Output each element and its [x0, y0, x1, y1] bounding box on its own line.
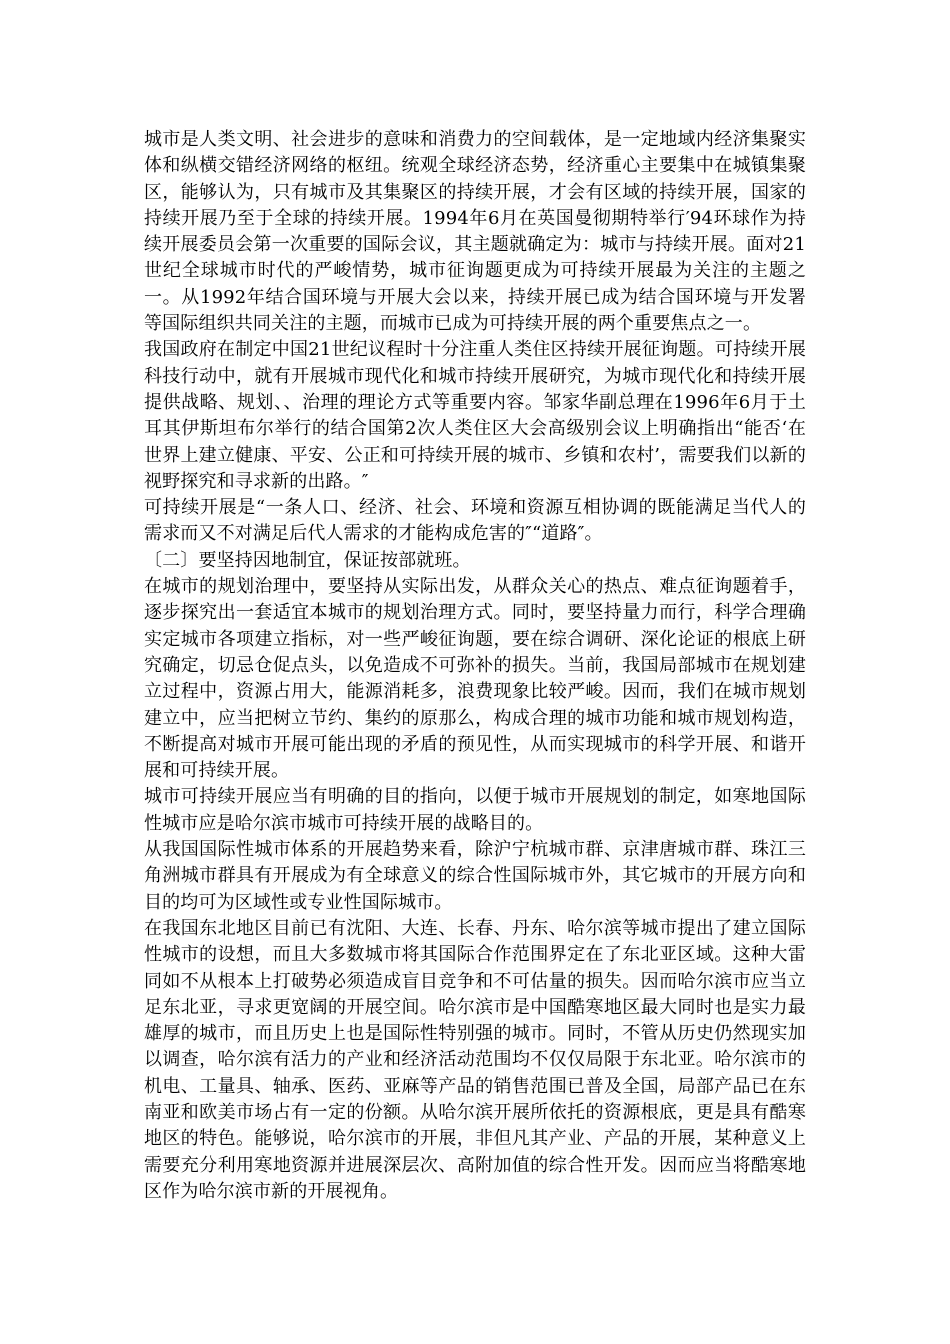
paragraph-harbin-development: 在我国东北地区目前已有沈阳、大连、长春、丹东、哈尔滨等城市提出了建立国际性城市的设想，而且大多数城市将其国际合作范围界定在了东北亚区域。这种大雷同如不从根本上打破势必须造成盲目竞争和不可估量的损失。因而哈尔滨市应当立足东北亚，寻求更宽阔的开展空间。哈尔滨市是中国酷寒地区最大同时也是实力最雄厚的城市，而且历史上也是国际性特别强的城市。同时，不管从历史仍然现实加以调查，哈尔滨有活力的产业和经济活动范围均不仅仅局限于东北亚。哈尔滨市的机电、工量具、轴承、医药、亚麻等产品的销售范围已普及全国，局部产品已在东南亚和欧美市场占有一定的份额。从哈尔滨开展所依托的资源根底，更是具有酷寒地区的特色。能够说，哈尔滨市的开展，非但凡其产业、产品的开展，某种意义上需要充分利用寒地资源并进展深层次、高附加值的综合性开发。因而应当将酷寒地区作为哈尔滨市新的开展视角。	[144, 917, 806, 1202]
paragraph-city-sustainability-intro: 城市是人类文明、社会进步的意味和消费力的空间载体，是一定地域内经济集聚实体和纵横交错经济网络的枢纽。统观全球经济态势，经济重心主要集中在城镇集聚区，能够认为，只有城市及其集聚区的持续开展，才会有区域的持续开展，国家的持续开展乃至于全球的持续开展。1994年6月在英国曼彻期特举行′94环球作为持续开展委员会第一次重要的国际会议，其主题就确定为：城市与持续开展。面对21世纪全球城市时代的严峻情势，城市征询题更成为可持续开展最为关注的主题之一。从1992年结合国环境与开展大会以来，持续开展已成为结合国环境与开发署等国际组织共同关注的主题，而城市已成为可持续开展的两个重要焦点之一。	[144, 129, 806, 335]
section-heading-local-conditions: 〔二〕要坚持因地制宜，保证按部就班。	[144, 549, 471, 571]
paragraph-strategic-goal: 城市可持续开展应当有明确的目的指向，以便于城市开展规划的制定，如寒地国际性城市应是哈尔滨市城市可持续开展的战略目的。	[144, 786, 806, 834]
paragraph-international-city-trend: 从我国国际性城市体系的开展趋势来看，除沪宁杭城市群、京津唐城市群、珠江三角洲城市群具有开展成为有全球意义的综合性国际城市外，其它城市的开展方向和目的均可为区域性或专业性国际城市。	[144, 839, 806, 913]
document-page	[144, 127, 806, 1205]
paragraph-china-agenda-21: 我国政府在制定中国21世纪议程时十分注重人类住区持续开展征询题。可持续开展科技行动中，就有开展城市现代化和城市持续开展研究，为城市现代化和持续开展提供战略、规划、、治理的理论方式等重要内容。邹家华副总理在1996年6月于土耳其伊斯坦布尔举行的结合国第2次人类住区大会高级别会议上明确指出“能否‘在世界上建立健康、平安、公正和可持续开展的城市、乡镇和农村’，需要我们以新的视野探究和寻求新的出路。″	[144, 339, 806, 492]
paragraph-planning-governance: 在城市的规划治理中，要坚持从实际出发，从群众关心的热点、难点征询题着手，逐步探究出一套适宜本城市的规划治理方式。同时，要坚持量力而行，科学合理确实定城市各项建立指标，对一些严峻征询题，要在综合调研、深化论证的根底上研究确定，切忌仓促点头，以免造成不可弥补的损失。当前，我国局部城市在规划建立过程中，资源占用大，能源消耗多，浪费现象比较严峻。因而，我们在城市规划建立中，应当把树立节约、集约的原那么，构成合理的城市功能和城市规划构造，不断提高对城市开展可能出现的矛盾的预见性，从而实现城市的科学开展、和谐开展和可持续开展。	[144, 576, 806, 782]
paragraph-sustainability-definition: 可持续开展是“一条人口、经济、社会、环境和资源互相协调的既能满足当代人的需求而又不对满足后代人需求的才能构成危害的″“道路″。	[144, 497, 806, 545]
